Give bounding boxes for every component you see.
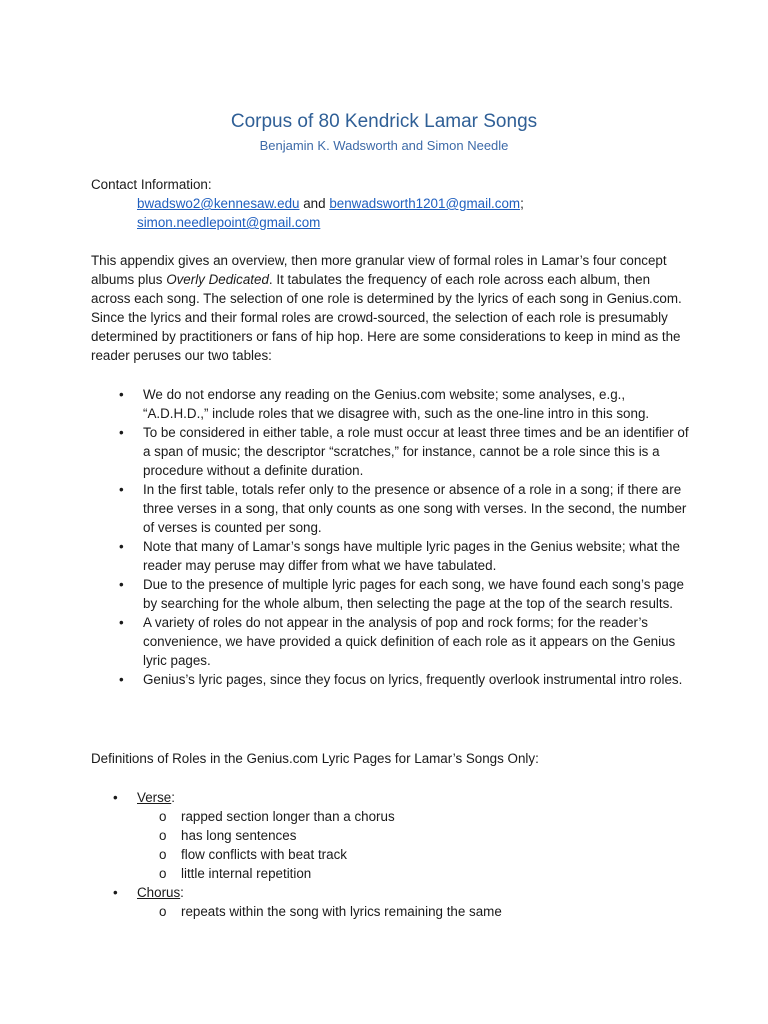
- list-item: [91, 385, 691, 423]
- role-colon: :: [180, 885, 184, 900]
- bullet-icon: •: [119, 672, 124, 687]
- list-item-text: has long sentences: [181, 828, 297, 843]
- bullet-icon: •: [119, 577, 124, 592]
- bullet-icon: •: [119, 482, 124, 497]
- list-item: [91, 613, 691, 670]
- role-colon: :: [171, 790, 175, 805]
- bullet-icon: •: [119, 387, 124, 402]
- role-item-verse: [91, 788, 691, 883]
- list-item-text: To be considered in either table, a role must occur at least three times and be an identifier of a span of music; the descriptor “scratches,” for instance, cannot be a role since this is a procedure without a definite duration.: [143, 425, 689, 478]
- list-item: [137, 864, 691, 883]
- list-item-text: rapped section longer than a chorus: [181, 809, 395, 824]
- list-item: [91, 480, 691, 537]
- circle-bullet-icon: o: [159, 809, 167, 824]
- list-item: [137, 826, 691, 845]
- email-link-kennesaw[interactable]: bwadswo2@kennesaw.edu: [137, 196, 300, 211]
- bullet-icon: •: [113, 885, 118, 900]
- circle-bullet-icon: o: [159, 866, 167, 881]
- contact-line-2: [137, 213, 737, 232]
- list-item-text: repeats within the song with lyrics remaining the same: [181, 904, 502, 919]
- list-item: [137, 845, 691, 864]
- list-item-text: We do not endorse any reading on the Genius.com website; some analyses, e.g., “A.D.H.D.,” include roles that we disagree with, such as the one-line intro in this song.: [143, 387, 650, 421]
- role-name: Chorus: [137, 885, 181, 900]
- list-item: [91, 670, 691, 689]
- bullet-icon: •: [113, 790, 118, 805]
- contact-line-1: [137, 194, 737, 213]
- list-item-text: In the first table, totals refer only to the presence or absence of a role in a song; if there are three verses in a song, that only counts as one song with verses. In the second, the number of verses is counted per song.: [143, 482, 687, 535]
- list-item: [137, 902, 691, 921]
- email-link-gmail-ben[interactable]: benwadsworth1201@gmail.com: [329, 196, 521, 211]
- considerations-list: [91, 385, 691, 689]
- list-item-text: Genius’s lyric pages, since they focus on lyrics, frequently overlook instrumental intro roles.: [143, 672, 683, 687]
- definitions-heading: Definitions of Roles in the Genius.com Lyric Pages for Lamar’s Songs Only:: [91, 751, 539, 766]
- bullet-icon: •: [119, 615, 124, 630]
- list-item: [91, 423, 691, 480]
- list-item-text: flow conflicts with beat track: [181, 847, 347, 862]
- role-definitions-list: [91, 788, 691, 921]
- list-item: [91, 537, 691, 575]
- list-item-text: Note that many of Lamar’s songs have multiple lyric pages in the Genius website; what the reader may peruse may differ from what we have tabulated.: [143, 539, 680, 573]
- email-link-gmail-simon[interactable]: simon.needlepoint@gmail.com: [137, 215, 321, 230]
- role-name: Verse: [137, 790, 172, 805]
- list-item-text: A variety of roles do not appear in the analysis of pop and rock forms; for the reader’s convenience, we have provided a quick definition of each role as it appears on the Genius lyric pages.: [143, 615, 676, 668]
- intro-text-part-2: . It tabulates the frequency of each role across each album, then across each song. The selection of one role is determined by the lyrics of each song in Genius.com. Since the lyrics and their formal roles are crowd-sourced, the selection of each role is presumably determined by practitioners or fans of hip hop. Here are some considerations to keep in mind as the reader peruses our two tables:: [91, 272, 682, 363]
- circle-bullet-icon: o: [159, 847, 167, 862]
- list-item-text: little internal repetition: [181, 866, 312, 881]
- role-item-chorus: [91, 883, 691, 921]
- contact-and: and: [303, 196, 326, 211]
- intro-text-part-1: This appendix gives an overview, then more granular view of formal roles in Lamar’s four concept albums plus: [91, 253, 667, 287]
- role-points-list: [137, 902, 691, 921]
- intro-album-title: Overly Dedicated: [166, 272, 269, 287]
- list-item: [91, 575, 691, 613]
- role-points-list: [137, 807, 691, 883]
- document-title: Corpus of 80 Kendrick Lamar Songs: [230, 111, 538, 132]
- intro-paragraph: [91, 251, 691, 365]
- list-item-text: Due to the presence of multiple lyric pages for each song, we have found each song’s page by searching for the whole album, then selecting the page at the top of the search results.: [143, 577, 684, 611]
- circle-bullet-icon: o: [159, 904, 167, 919]
- bullet-icon: •: [119, 539, 124, 554]
- circle-bullet-icon: o: [159, 828, 167, 843]
- document-authors: Benjamin K. Wadsworth and Simon Needle: [259, 138, 509, 153]
- contact-separator: ;: [520, 196, 524, 211]
- contact-label: Contact Information:: [91, 177, 212, 192]
- list-item: [137, 807, 691, 826]
- bullet-icon: •: [119, 425, 124, 440]
